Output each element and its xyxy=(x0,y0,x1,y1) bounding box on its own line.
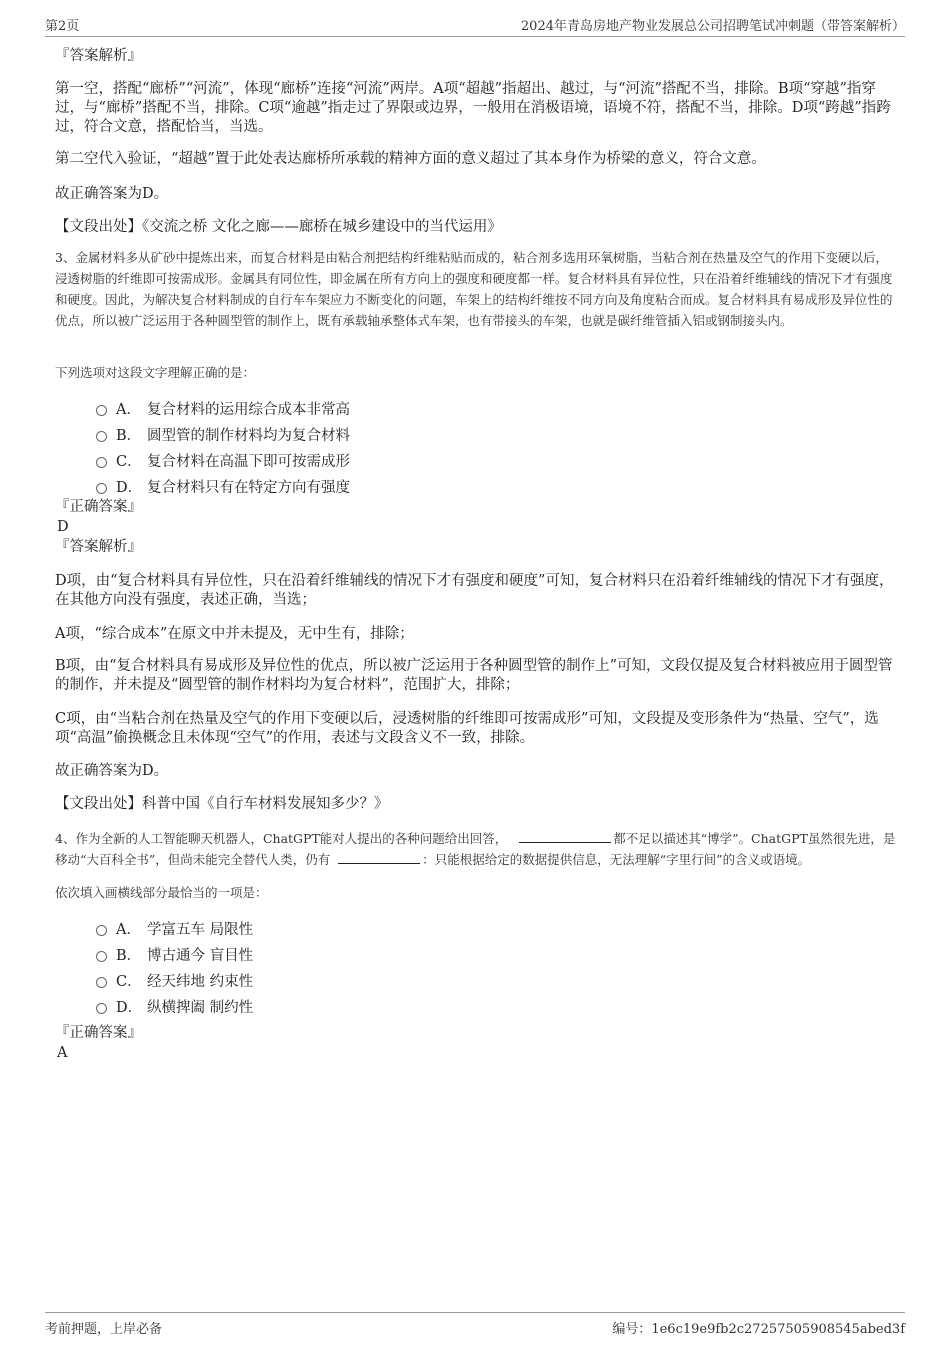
q3-stem: 3、金属材料多从矿砂中提炼出来，而复合材料是由粘合剂把结构纤维粘贴而成的，粘合剂多选用环氧树脂，当粘合剂在热量及空气的作用下变硬以后，浸透树脂的纤维即可按需成形。金属具有同位性，即金属在所有方向上的强度和硬度都一样。复合材料具有异位性，只在沿着纤维辅线的情况下才有强度和硬度。因此，为解决复合材料制成的自行车车架应力不断变化的问题，车架上的结构纤维按不同方向及角度粘合而成。复合材料具有易成形及异位性的优点，所以被广泛运用于各种圆型管的制作上，既有承载轴承整体式车架，也有带接头的车架，也就是碳纤维管插入铝或钢制接头内。 xyxy=(55,250,893,328)
option-letter: D． xyxy=(116,480,143,496)
page-number: 第2页 xyxy=(45,19,80,34)
q3-analysis-b: B项，由“复合材料具有易成形及异位性的优点，所以被广泛运用于各种圆型管的制作上”可知，文段仅提及复合材料被应用于圆型管的制作，并未提及“圆型管的制作材料均为复合材料”，范围扩大，排除； xyxy=(55,658,893,693)
q3-analysis-label: 『答案解析』 xyxy=(55,539,142,555)
page-footer xyxy=(45,1312,905,1337)
option-text: 博古通今 盲目性 xyxy=(147,948,254,964)
radio-icon[interactable] xyxy=(96,951,107,962)
q2-conclusion: 故正确答案为D。 xyxy=(55,186,169,202)
option-letter: C． xyxy=(116,974,142,990)
radio-icon[interactable] xyxy=(96,1003,107,1014)
option-text: 学富五车 局限性 xyxy=(147,922,254,938)
q3-prompt: 下列选项对这段文字理解正确的是： xyxy=(55,365,256,380)
option-text: 圆型管的制作材料均为复合材料 xyxy=(147,428,350,444)
option-text: 复合材料的运用综合成本非常高 xyxy=(147,402,350,418)
q4-answer: A xyxy=(57,1045,68,1061)
q3-answer-label: 『正确答案』 xyxy=(55,499,142,515)
q4-stem-part-1: 4、作为全新的人工智能聊天机器人，ChatGPT能对人提出的各种问题给出回答， xyxy=(55,831,508,846)
option-text: 纵横捭阖 制约性 xyxy=(147,1000,254,1016)
option-text: 复合材料只有在特定方向有强度 xyxy=(147,480,350,496)
q3-conclusion: 故正确答案为D。 xyxy=(55,763,169,779)
q3-option-a[interactable] xyxy=(96,398,350,419)
q3-analysis-d: D项，由“复合材料具有异位性，只在沿着纤维辅线的情况下才有强度和硬度”可知，复合材料只在沿着纤维辅线的情况下才有强度，在其他方向没有强度，表述正确，当选； xyxy=(55,573,894,608)
q3-option-d[interactable] xyxy=(96,476,350,497)
q4-option-c[interactable] xyxy=(96,970,253,991)
q3-analysis-a: A项，“综合成本”在原文中并未提及，无中生有，排除； xyxy=(55,626,414,642)
option-text: 经天纬地 约束性 xyxy=(147,974,254,990)
radio-icon[interactable] xyxy=(96,405,107,416)
q3-option-b[interactable] xyxy=(96,424,350,445)
fill-blank-2[interactable] xyxy=(338,851,420,864)
q4-stem-part-2: 都不足以描述其“博学”。ChatGPT虽然很先进，是移动“大百科全书”，但尚未能完全替代人类，仍有 xyxy=(55,831,896,867)
radio-icon[interactable] xyxy=(96,977,107,988)
radio-icon[interactable] xyxy=(96,457,107,468)
option-letter: B． xyxy=(116,428,142,444)
document-title: 2024年青岛房地产物业发展总公司招聘笔试冲刺题（带答案解析） xyxy=(520,19,905,34)
q4-stem xyxy=(55,828,897,870)
option-letter: B． xyxy=(116,948,142,964)
option-letter: D． xyxy=(116,1000,143,1016)
q4-option-d[interactable] xyxy=(96,996,253,1017)
document-id: 编号：1e6c19e9fb2c27257505908545abed3f xyxy=(612,1322,905,1337)
q2-analysis-paragraph-2: 第二空代入验证，“超越”置于此处表达廊桥所承载的精神方面的意义超过了其本身作为桥梁的意义，符合文意。 xyxy=(55,151,766,167)
radio-icon[interactable] xyxy=(96,925,107,936)
option-letter: C． xyxy=(116,454,142,470)
q3-answer: D xyxy=(57,519,69,535)
radio-icon[interactable] xyxy=(96,431,107,442)
q2-source: 【文段出处】《交流之桥 文化之廊——廊桥在城乡建设中的当代运用》 xyxy=(55,219,502,235)
q4-option-b[interactable] xyxy=(96,944,253,965)
q4-prompt: 依次填入画横线部分最恰当的一项是： xyxy=(55,885,268,900)
option-letter: A． xyxy=(116,402,141,418)
footer-slogan: 考前押题，上岸必备 xyxy=(45,1322,163,1337)
q2-analysis-paragraph-1: 第一空，搭配“廊桥”“河流”，体现“廊桥”连接“河流”两岸。A项“超越”指超出、越过，与“河流”搭配不当，排除。B项“穿越”指穿过，与“廊桥”搭配不当，排除。C项“逾越”指走过了界限或边界，一般用在消极语境，语境不符，搭配不当，排除。D项“跨越”指跨过，符合文意，搭配恰当，当选。 xyxy=(55,81,891,135)
radio-icon[interactable] xyxy=(96,483,107,494)
option-letter: A． xyxy=(116,922,141,938)
fill-blank-1[interactable] xyxy=(519,830,611,843)
option-text: 复合材料在高温下即可按需成形 xyxy=(147,454,350,470)
q4-answer-label: 『正确答案』 xyxy=(55,1025,142,1041)
q3-source: 【文段出处】科普中国《自行车材料发展知多少？》 xyxy=(55,796,389,812)
q4-option-a[interactable] xyxy=(96,918,253,939)
q3-option-c[interactable] xyxy=(96,450,350,471)
q4-stem-part-3: ：只能根据给定的数据提供信息，无法理解“字里行间”的含义或语境。 xyxy=(422,852,811,867)
q3-analysis-c: C项，由“当粘合剂在热量及空气的作用下变硬以后，浸透树脂的纤维即可按需成形”可知，文段提及变形条件为“热量、空气”，选项“高温”偷换概念且未体现“空气”的作用，表述与文段含义不一致，排除。 xyxy=(55,711,879,746)
page-header xyxy=(45,12,905,37)
q2-analysis-label: 『答案解析』 xyxy=(55,48,142,64)
